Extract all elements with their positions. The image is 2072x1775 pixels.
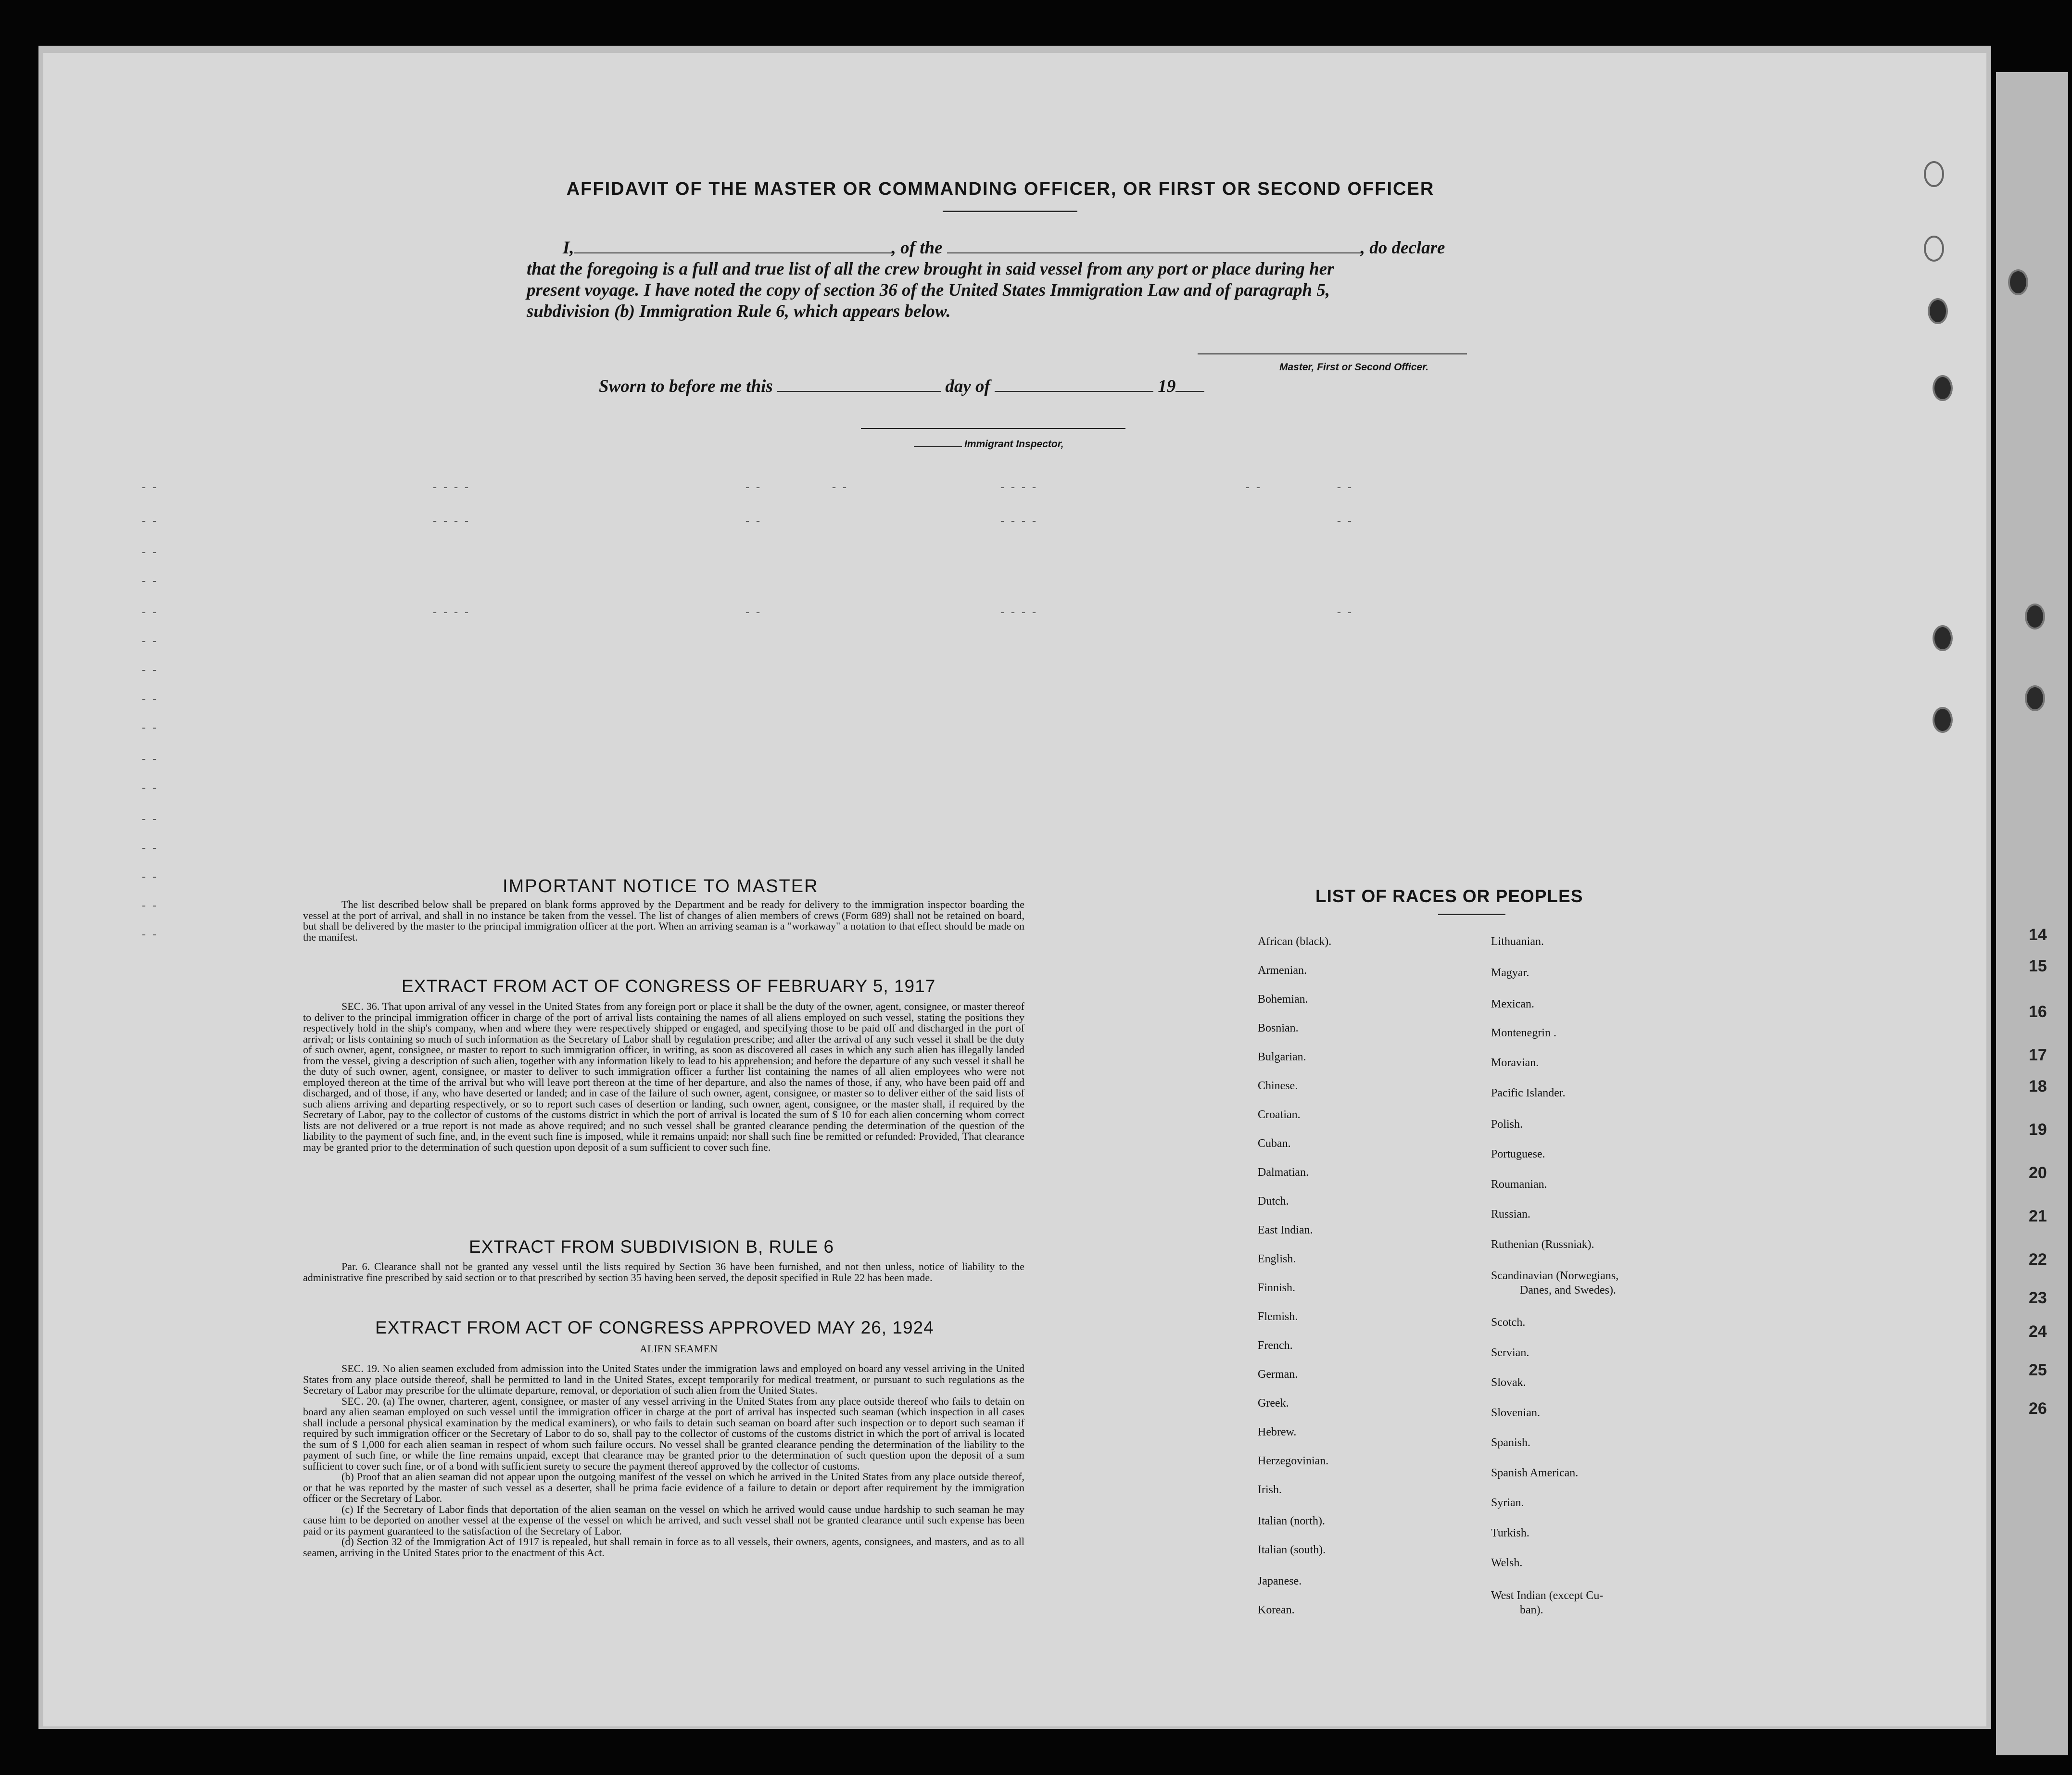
- extract-1917-body: [303, 1001, 1024, 1153]
- margin-number: 26: [2029, 1399, 2047, 1418]
- month-blank: [995, 378, 1153, 392]
- binder-hole: [1924, 161, 1944, 187]
- vessel-blank: [947, 239, 1361, 253]
- race-item: Japanese.: [1258, 1575, 1302, 1587]
- margin-number: 22: [2029, 1250, 2047, 1269]
- race-item: Spanish.: [1491, 1436, 1531, 1449]
- affidavit-do-declare: , do declare: [1360, 238, 1445, 258]
- race-item: Russian.: [1491, 1208, 1531, 1221]
- master-signature-line: [1198, 353, 1467, 354]
- section-36-paragraph: SEC. 36. That upon arrival of any vessel in the United States from any foreign port or place it shall be the duty of the owner, agent, consignee, or master thereof to deliver to the principal immigration officer in charge of the port of arrival lists containing the names of all aliens employed on such vessel, stating the positions they respectively hold in the ship's company, when and where they were respectively shipped or engaged, and specifying those to be paid off and discharged in the port of arrival; or lists containing so much of such information as the Secretary of Labor shall by regulation prescribe; and after the arrival of any such vessel it shall be the duty of such owner, agent, consignee, or master to report to such immigration officer, in writing, as soon as discovered all cases in which any such alien has illegally landed from the vessel, giving a description of such alien, together with any information likely to lead to his apprehension; and before the departure of any such vessel it shall be the duty of such owner, agent, consignee, or master to deliver to such immigration officer a further list containing the names of all alien employees who were not employed thereon at the time of the arrival but who will leave port thereon at the time of her departure, and also the names of those, if any, who have been paid off and discharged, and of those, if any, who have deserted or landed; and in case of the failure of such owner, agent, consignee, or master so to deliver either of the said lists of such aliens arriving and departing respectively, or so to report such cases of desertion or landing, such owner, agent, consignee, or the master shall, if required by the Secretary of Labor, pay to the collector of customs of the customs district in which the port of arrival is located the sum of $ 10 for each alien concerning whom correct lists are not delivered or a true report is not made as above required; and no such vessel shall be granted clearance pending the determination of the question of the liability to the payment of such fine, and, in the event such fine is imposed, while it remains unpaid; nor shall such fine be remitted or refunded: Provided, That clearance may be granted prior to the determination of such question upon deposit of a sum sufficient to cover such fine.: [303, 1000, 1024, 1153]
- affidavit-i: I,: [563, 238, 574, 258]
- race-item: West Indian (except Cu-: [1491, 1589, 1604, 1602]
- race-item: Italian (north).: [1258, 1515, 1325, 1527]
- binder-hole: [2008, 269, 2028, 295]
- race-item: Spanish American.: [1491, 1467, 1579, 1479]
- margin-number: 17: [2029, 1046, 2047, 1064]
- race-item: Roumanian.: [1491, 1178, 1547, 1191]
- binder-hole: [1933, 625, 1953, 651]
- alien-seamen-subtitle: ALIEN SEAMEN: [640, 1343, 718, 1355]
- binder-hole: [2025, 685, 2045, 711]
- sworn-text: Sworn to before me this: [599, 377, 773, 396]
- margin-number: 19: [2029, 1120, 2047, 1139]
- sec-20d-paragraph: (d) Section 32 of the Immigration Act of 1917 is repealed, but shall remain in force as to all vessels, their owners, agents, consignees, and masters, and as to all seamen, arriving in the United States prior to the enactment of this Act.: [303, 1536, 1024, 1559]
- margin-number: 25: [2029, 1361, 2047, 1379]
- race-item: Moravian.: [1491, 1057, 1539, 1069]
- race-item: Italian (south).: [1258, 1544, 1326, 1556]
- race-item: Portuguese.: [1491, 1148, 1545, 1160]
- sec-19-paragraph: SEC. 19. No alien seamen excluded from admission into the United States under the immigration laws and employed on board any vessel arriving in the United States from any place outside thereof, shall be permitted to land in the United States, except temporarily for medical treatment, or pursuant to such regulations as the Secretary of Labor may prescribe for the ultimate departure, removal, or deportation of such alien from the United States.: [303, 1362, 1024, 1396]
- race-item: French.: [1258, 1339, 1293, 1352]
- race-item: Danes, and Swedes).: [1520, 1284, 1616, 1297]
- race-item: Welsh.: [1491, 1557, 1523, 1569]
- races-title-underline: [1438, 914, 1505, 915]
- race-item: Lithuanian.: [1491, 935, 1544, 948]
- margin-number: 24: [2029, 1322, 2047, 1341]
- year-blank: [1175, 378, 1204, 392]
- race-item: Herzegovinian.: [1258, 1455, 1329, 1467]
- affidavit-title: AFFIDAVIT OF THE MASTER OR COMMANDING OFFICER, OR FIRST OR SECOND OFFICER: [566, 179, 1435, 199]
- race-item: Armenian.: [1258, 964, 1307, 977]
- race-item: African (black).: [1258, 935, 1332, 948]
- binder-hole: [2025, 604, 2045, 629]
- notice-paragraph: The list described below shall be prepared on blank forms approved by the Department and be ready for delivery to the immigration inspector boarding the vessel at the port of arrival, and shall in no instance be taken from the vessel. The list of changes of alien members of crews (Form 689) shall not be retained on board, but shall be delivered by the master to the principal immigration officer at the port. When an arriving seaman is a "workaway" a notation to that effect should be made on the manifest.: [303, 898, 1024, 943]
- race-item: ban).: [1520, 1604, 1543, 1616]
- name-blank: [574, 239, 892, 253]
- race-item: Cuban.: [1258, 1137, 1291, 1150]
- race-item: Slovenian.: [1491, 1407, 1540, 1419]
- inspector-label: Immigrant Inspector,: [964, 439, 1064, 450]
- affidavit-line-3: present voyage. I have noted the copy of section 36 of the United States Immigration Law and of paragraph 5,: [527, 280, 1330, 300]
- race-item: Bosnian.: [1258, 1022, 1299, 1034]
- rule-6-body: [303, 1261, 1024, 1283]
- race-item: Irish.: [1258, 1484, 1282, 1496]
- race-item: Scandinavian (Norwegians,: [1491, 1270, 1619, 1282]
- race-item: English.: [1258, 1253, 1296, 1265]
- margin-number: 15: [2029, 957, 2047, 975]
- race-item: Pacific Islander.: [1491, 1087, 1566, 1099]
- day-of-text: day of: [945, 377, 990, 396]
- inspector-signature-line-2: [914, 446, 962, 447]
- race-item: Slovak.: [1491, 1376, 1526, 1389]
- race-item: Bohemian.: [1258, 993, 1308, 1006]
- day-blank: [777, 378, 941, 392]
- race-item: Chinese.: [1258, 1080, 1298, 1092]
- race-item: Croatian.: [1258, 1108, 1301, 1121]
- affidavit-line-4: subdivision (b) Immigration Rule 6, which appears below.: [527, 302, 951, 321]
- notice-title: IMPORTANT NOTICE TO MASTER: [503, 876, 819, 896]
- race-item: Turkish.: [1491, 1527, 1529, 1539]
- race-item: Finnish.: [1258, 1282, 1296, 1294]
- race-item: Mexican.: [1491, 998, 1534, 1010]
- race-item: Greek.: [1258, 1397, 1289, 1410]
- race-item: Dutch.: [1258, 1195, 1289, 1208]
- title-underline: [943, 211, 1077, 212]
- sec-20a-paragraph: SEC. 20. (a) The owner, charterer, agent, consignee, or master of any vessel arriving in the United States from any place outside thereof who fails to detain on board any alien seaman employed on such vessel until the immigration officer in charge at the port of arrival has inspected such seaman (which inspection in all cases shall include a personal physical examination by the medical examiners), or who fails to detain such seaman on board after such inspection or to deport such seaman if required by such immigration officer or the Secretary of Labor to do so, shall pay to the collector of customs of the customs district in which the port of arrival is located the sum of $ 1,000 for each alien seaman in respect of whom such failure occurs. No vessel shall be granted clearance pending the determination of the liability to the payment of such fine, or while the fine remains unpaid, except that clearance may be granted prior to the determination of such question upon the deposit of a sum sufficient to cover such fine, or of a bond with sufficient surety to secure the payment thereof approved by the collector of customs.: [303, 1395, 1024, 1472]
- adjacent-page-strip: [1996, 72, 2068, 1755]
- race-item: Magyar.: [1491, 967, 1529, 979]
- rule-6-title: EXTRACT FROM SUBDIVISION B, RULE 6: [469, 1237, 834, 1257]
- binder-hole: [1933, 375, 1953, 401]
- race-item: Scotch.: [1491, 1316, 1526, 1329]
- race-item: Dalmatian.: [1258, 1166, 1309, 1179]
- extract-1924-title: EXTRACT FROM ACT OF CONGRESS APPROVED MAY 26, 1924: [375, 1318, 934, 1337]
- binder-hole: [1933, 707, 1953, 733]
- race-item: Montenegrin .: [1491, 1027, 1556, 1039]
- margin-number: 16: [2029, 1003, 2047, 1021]
- race-item: Ruthenian (Russniak).: [1491, 1238, 1594, 1251]
- race-item: Polish.: [1491, 1118, 1523, 1131]
- affidavit-of-the: , of the: [891, 238, 943, 258]
- binder-hole: [1928, 298, 1948, 324]
- race-item: Syrian.: [1491, 1497, 1524, 1509]
- race-item: Korean.: [1258, 1604, 1295, 1616]
- race-item: Servian.: [1491, 1347, 1529, 1359]
- extract-1924-body: [303, 1363, 1024, 1558]
- inspector-signature-line: [861, 428, 1125, 429]
- master-label: Master, First or Second Officer.: [1279, 362, 1429, 373]
- year-prefix: 19: [1158, 377, 1176, 396]
- extract-1917-title: EXTRACT FROM ACT OF CONGRESS OF FEBRUARY 5, 1917: [402, 976, 936, 996]
- sworn-line: [599, 376, 1204, 397]
- notice-body: [303, 899, 1024, 943]
- affidavit-line-1: [563, 238, 1445, 258]
- sec-20c-paragraph: (c) If the Secretary of Labor finds that deportation of the alien seaman on the vessel on which he arrived would cause undue hardship to such seaman he may cause him to be deported on another vessel at the expense of the vessel on which he arrived, and such vessel shall not be granted clearance until such expense has been paid or its payment guaranteed to the satisfaction of the Secretary of Labor.: [303, 1503, 1024, 1537]
- par-6-paragraph: Par. 6. Clearance shall not be granted any vessel until the lists required by Section 36 have been furnished, and not then unless, notice of liability to the administrative fine prescribed by said section or to that prescribed by section 35 having been served, the deposit specified in Rule 22 has been made.: [303, 1260, 1024, 1284]
- margin-number: 23: [2029, 1289, 2047, 1307]
- sec-20b-paragraph: (b) Proof that an alien seaman did not appear upon the outgoing manifest of the vessel on which he arrived in the United States from any place outside thereof, or that he was reported by the master of such vessel as a deserter, shall be prima facie evidence of a failure to detain or deport after requirement by the immigration officer or the Secretary of Labor.: [303, 1471, 1024, 1504]
- binder-hole: [1924, 236, 1944, 262]
- race-item: East Indian.: [1258, 1224, 1313, 1236]
- affidavit-line-2: that the foregoing is a full and true list of all the crew brought in said vessel from any port or place during her: [527, 259, 1334, 279]
- margin-number: 21: [2029, 1207, 2047, 1225]
- race-item: Hebrew.: [1258, 1426, 1297, 1438]
- race-item: Flemish.: [1258, 1310, 1298, 1323]
- race-item: Bulgarian.: [1258, 1051, 1306, 1063]
- margin-number: 18: [2029, 1077, 2047, 1095]
- margin-number: 20: [2029, 1164, 2047, 1182]
- margin-number: 14: [2029, 926, 2047, 944]
- race-item: German.: [1258, 1368, 1298, 1381]
- races-title: LIST OF RACES OR PEOPLES: [1315, 886, 1583, 906]
